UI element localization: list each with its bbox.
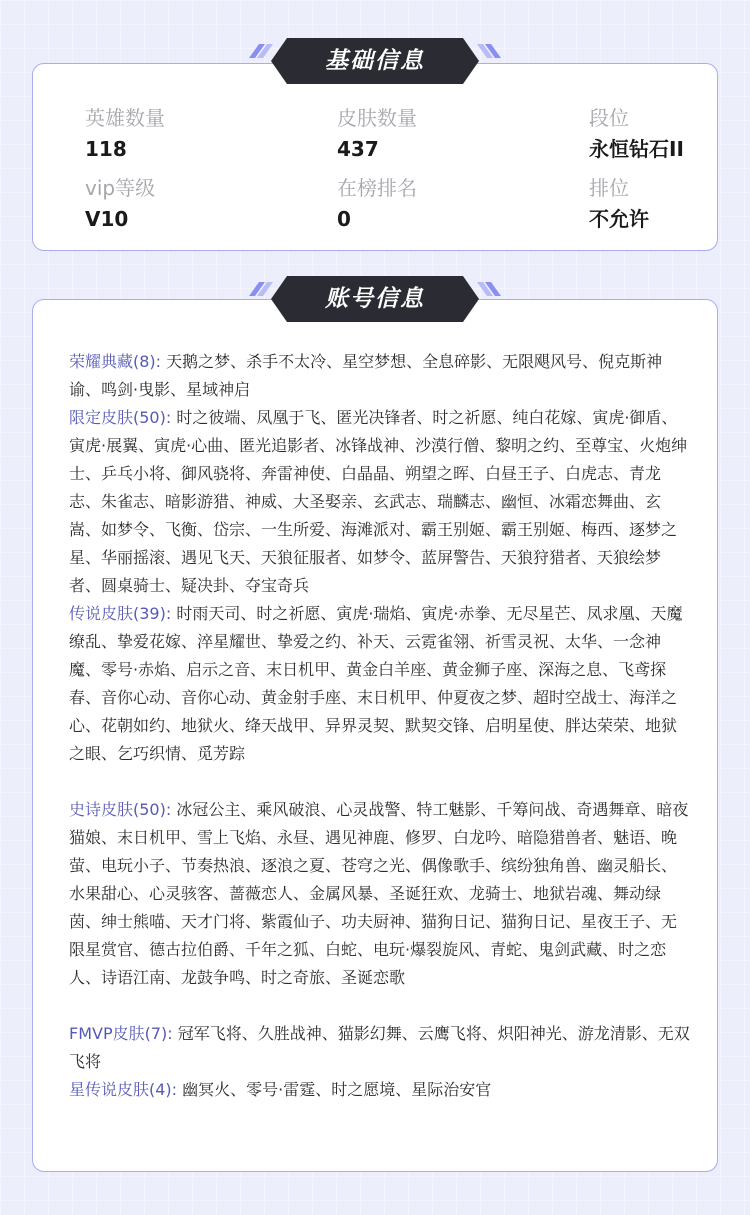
- stat-label: 段位: [589, 106, 629, 130]
- stat-label: 英雄数量: [85, 106, 165, 130]
- stat-value: 0: [337, 207, 351, 231]
- skin-list: [69, 348, 691, 1104]
- skin-category-label: 星传说皮肤(4):: [69, 1080, 178, 1099]
- skin-items: 冰冠公主、乘风破浪、心灵战警、特工魅影、千筹问战、奇遇舞章、暗夜猫娘、末日机甲、雪上飞焰、永昼、遇见神鹿、修罗、白龙吟、暗隐猎兽者、魅语、晚萤、电玩小子、节奏热浪、逐浪之夏、苍穹之光、偶像歌手、缤纷独角兽、幽灵船长、水果甜心、心灵骇客、蔷薇恋人、金属风暴、圣诞狂欢、龙骑士、地狱岩魂、舞动绿茵、绅士熊喵、天才门将、紫霞仙子、功夫厨神、猫狗日记、猫狗日记、星夜王子、无限星赏官、德古拉伯爵、千年之狐、白蛇、电玩·爆裂旋风、青蛇、鬼剑武藏、时之恋人、诗语江南、龙鼓争鸣、时之奇旅、圣诞恋歌: [69, 800, 689, 987]
- stat-hero-count: [85, 104, 285, 163]
- skin-items: 冠军飞将、久胜战神、猫影幻舞、云鹰飞将、炽阳神光、游龙清影、无双飞将: [69, 1024, 690, 1071]
- account-info-card: [32, 299, 718, 1172]
- skin-group-limited: [69, 404, 691, 600]
- skin-category-label: FMVP皮肤(7):: [69, 1024, 173, 1043]
- skin-category-label: 史诗皮肤(50):: [69, 800, 172, 819]
- stat-skin-count: [337, 104, 537, 163]
- stat-value: 118: [85, 137, 127, 161]
- stat-vip-level: [85, 174, 285, 233]
- skin-group-legendary: [69, 600, 691, 768]
- stat-label: 皮肤数量: [337, 106, 417, 130]
- basic-info-header: [247, 38, 503, 84]
- account-info-header: [247, 276, 503, 322]
- stat-label: 在榜排名: [337, 176, 417, 200]
- basic-info-card: [32, 63, 718, 251]
- stat-ranked-play: [589, 174, 750, 233]
- stat-leaderboard-rank: [337, 174, 537, 233]
- stat-value: 永恒钻石II: [589, 137, 684, 161]
- skin-category-label: 传说皮肤(39):: [69, 604, 172, 623]
- skin-group-star-legend: [69, 1076, 691, 1104]
- stat-label: 排位: [589, 176, 629, 200]
- stat-value: 437: [337, 137, 379, 161]
- skin-items: 天鹅之梦、杀手不太冷、星空梦想、全息碎影、无限飓风号、倪克斯神谕、鸣剑·曳影、星域神启: [69, 352, 663, 399]
- stat-value: V10: [85, 207, 129, 231]
- skin-items: 时之彼端、凤凰于飞、匿光决锋者、时之祈愿、纯白花嫁、寅虎·御盾、寅虎·展翼、寅虎·心曲、匿光追影者、冰锋战神、沙漠行僧、黎明之约、至尊宝、火炮绅士、乒乓小将、御风骁将、奔雷神使、白晶晶、朔望之晖、白昼王子、白虎志、青龙志、朱雀志、暗影游猎、神威、大圣娶亲、玄武志、瑞麟志、幽恒、冰霜恋舞曲、玄嵩、如梦令、飞衡、岱宗、一生所爱、海滩派对、霸王别姬、霸王别姬、梅西、逐梦之星、华丽摇滚、遇见飞天、天狼征服者、如梦令、蓝屏警告、天狼狩猎者、天狼绘梦者、圆桌骑士、疑决卦、夺宝奇兵: [69, 408, 688, 595]
- skin-items: 幽冥火、零号·雷霆、时之愿境、星际治安官: [182, 1080, 492, 1099]
- skin-group-epic: [69, 796, 691, 992]
- skin-category-label: 限定皮肤(50):: [69, 408, 172, 427]
- stat-value: 不允许: [589, 207, 649, 231]
- skin-category-label: 荣耀典藏(8):: [69, 352, 162, 371]
- skin-group-fmvp: [69, 1020, 691, 1076]
- stat-label: vip等级: [85, 176, 156, 200]
- stat-rank-tier: [589, 104, 750, 163]
- basic-info-title: 基础信息: [325, 48, 425, 74]
- skin-group-honor: [69, 348, 691, 404]
- account-info-title: 账号信息: [325, 286, 425, 312]
- skin-items: 时雨天司、时之祈愿、寅虎·瑞焰、寅虎·赤拳、无尽星芒、凤求凰、天魔缭乱、挚爱花嫁、淬星耀世、挚爱之约、补天、云霓雀翎、祈雪灵祝、太华、一念神魔、零号·赤焰、启示之音、末日机甲、黄金白羊座、黄金狮子座、深海之息、飞鸢探春、音你心动、音你心动、黄金射手座、末日机甲、仲夏夜之梦、超时空战士、海洋之心、花朝如约、地狱火、绛天战甲、异界灵契、默契交锋、启明星使、胖达荣荣、地狱之眼、乞巧织情、觅芳踪: [69, 604, 683, 763]
